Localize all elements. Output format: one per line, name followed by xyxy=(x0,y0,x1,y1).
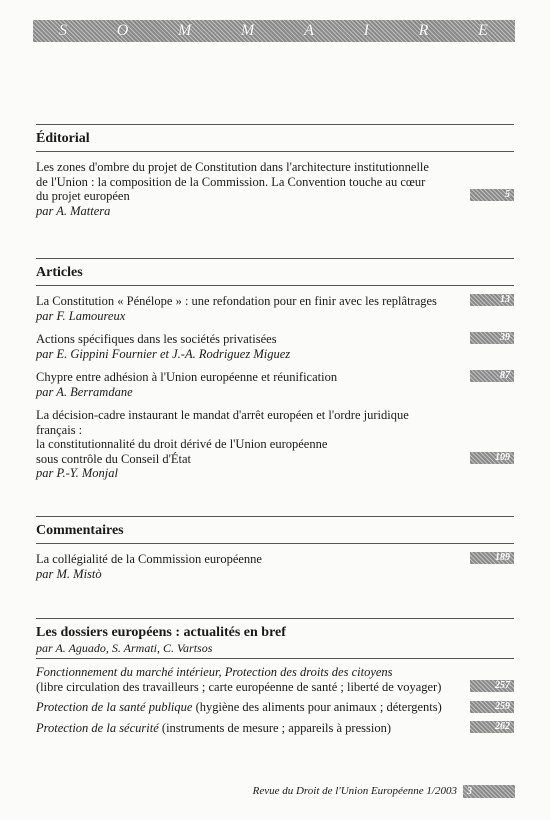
section-authors: par A. Aguado, S. Armati, C. Vartsos xyxy=(36,641,213,655)
entry-title-line: La collégialité de la Commission européenne xyxy=(36,552,262,566)
banner-letter: I xyxy=(363,22,370,39)
entry-detail: (hygiène des aliments pour animaux ; détergents) xyxy=(192,700,442,714)
page-footer xyxy=(200,784,515,798)
section-title: Éditorial xyxy=(36,124,514,152)
banner-letter: A xyxy=(304,22,315,39)
entry-title-line: Actions spécifiques dans les sociétés privatisées xyxy=(36,332,277,346)
toc-entry[interactable] xyxy=(36,721,514,736)
section-title: Les dossiers européens : actualités en bref xyxy=(36,625,286,640)
page-number-box: 259 xyxy=(470,701,514,713)
toc-entry[interactable] xyxy=(36,408,514,481)
entry-title-line: de l'Union : la composition de la Commission. La Convention touche au cœur xyxy=(36,174,426,189)
entry-title-line: Chypre entre adhésion à l'Union européenne et réunification xyxy=(36,370,338,384)
entry-author: par A. Berramdane xyxy=(36,384,133,399)
page-number-box: 5 xyxy=(470,189,514,201)
page-number-box: 39 xyxy=(470,332,514,344)
entry-detail: (instruments de mesure ; appareils à pression) xyxy=(158,720,392,735)
banner-letter: R xyxy=(418,22,430,39)
page-number-box: 189 xyxy=(470,552,514,564)
page-number-box: 109 xyxy=(470,452,514,464)
entry-author: par E. Gippini Fournier et J.-A. Rodriguez Miguez xyxy=(36,346,291,361)
page-number-box: 257 xyxy=(470,680,514,692)
journal-title: Revue du Droit de l'Union Européenne 1/2003 xyxy=(252,785,457,797)
toc-entry[interactable] xyxy=(36,370,514,399)
entry-topic: Protection de la santé publique xyxy=(36,700,193,714)
entry-title-line: sous contrôle du Conseil d'État xyxy=(36,451,192,466)
entry-author: par M. Mistò xyxy=(36,566,102,581)
entry-title-line: La décision-cadre instaurant le mandat d'arrêt européen et l'ordre juridique français : xyxy=(36,408,409,437)
entry-author: par F. Lamoureux xyxy=(36,308,126,323)
entry-detail: (libre circulation des travailleurs ; carte européenne de santé ; liberté de voyager) xyxy=(36,679,442,694)
banner-letter: S xyxy=(59,22,68,39)
toc-entry[interactable] xyxy=(36,160,514,218)
page-number-box: 262 xyxy=(470,721,514,733)
section-editorial xyxy=(36,124,514,218)
sommaire-banner xyxy=(33,20,515,42)
entry-title-line: du projet européen xyxy=(36,189,130,203)
entry-title-line: La Constitution « Pénélope » : une refondation pour en finir avec les replâtrages xyxy=(36,294,437,308)
section-title-block xyxy=(36,618,514,659)
toc-entry[interactable] xyxy=(36,552,514,581)
section-title: Articles xyxy=(36,258,514,286)
toc-entry[interactable] xyxy=(36,700,514,715)
entry-title-line: la constitutionnalité du droit dérivé de l'Union européenne xyxy=(36,437,328,451)
toc-entry[interactable] xyxy=(36,294,514,323)
entry-topic: Protection de la sécurité xyxy=(36,720,159,735)
entry-topic: Fonctionnement du marché intérieur, Protection des droits des citoyens xyxy=(36,665,393,679)
section-dossiers xyxy=(36,618,514,735)
section-articles xyxy=(36,258,514,481)
folio-box: 3 xyxy=(463,785,515,798)
section-commentaires xyxy=(36,516,514,581)
page-number-box: 13 xyxy=(470,294,514,306)
entry-title-line: Les zones d'ombre du projet de Constitution dans l'architecture institutionnelle xyxy=(36,160,429,174)
toc-entry[interactable] xyxy=(36,332,514,361)
section-title: Commentaires xyxy=(36,516,514,544)
banner-letter: M xyxy=(178,22,193,39)
entry-author: par A. Mattera xyxy=(36,203,111,218)
banner-letter: M xyxy=(241,22,256,39)
toc-entry[interactable] xyxy=(36,665,514,694)
page-number-box: 87 xyxy=(470,370,514,382)
banner-letter: E xyxy=(478,22,489,39)
banner-letter: O xyxy=(116,22,130,39)
entry-author: par P.-Y. Monjal xyxy=(36,466,118,480)
